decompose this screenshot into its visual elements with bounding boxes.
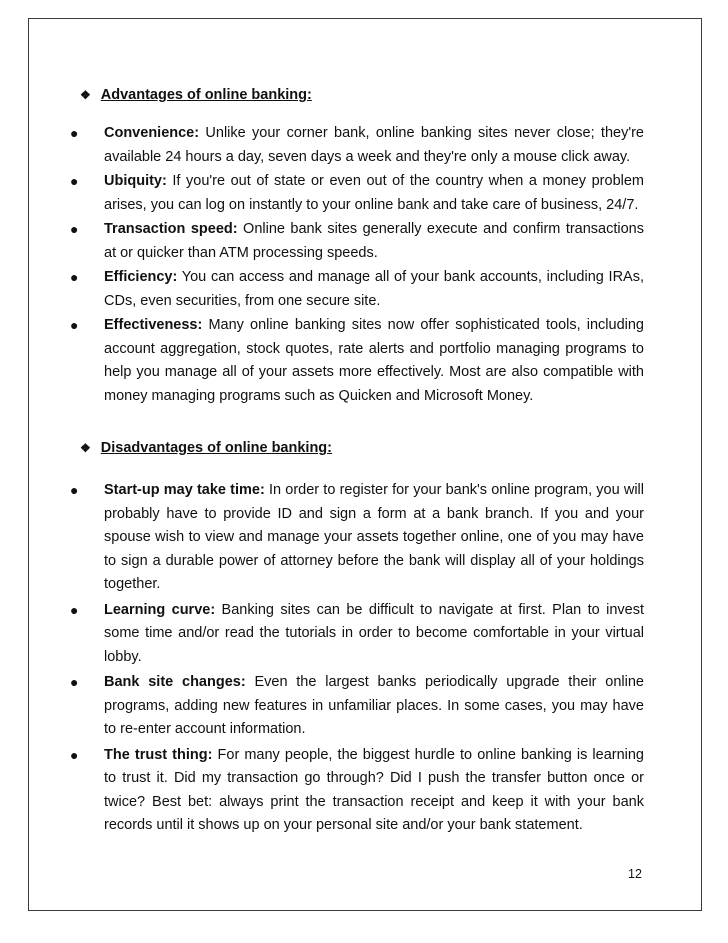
bullet-icon: ● bbox=[70, 221, 79, 237]
section-heading-advantages bbox=[80, 87, 312, 103]
list-item bbox=[70, 479, 644, 597]
item-term: Bank site changes: bbox=[104, 674, 246, 690]
section-heading-disadvantages bbox=[80, 440, 332, 456]
item-term: Transaction speed: bbox=[104, 221, 238, 237]
item-term: Ubiquity: bbox=[104, 173, 167, 189]
item-text: For many people, the biggest hurdle to online banking is learning to trust it. Did my transaction go through? Did I push the transfer button once or twice? Best bet: always print the transaction receipt and keep it with your bank records until it shows up on your personal site and/or your bank statement. bbox=[104, 746, 644, 833]
section-title: Disadvantages of online banking: bbox=[100, 440, 332, 456]
page-number: 12 bbox=[628, 867, 642, 881]
bullet-icon: ● bbox=[70, 173, 79, 189]
item-text: Unlike your corner bank, online banking sites never close; they're available 24 hours a day, seven days a week and they're only a mouse click away. bbox=[104, 125, 644, 165]
item-text: You can access and manage all of your bank accounts, including IRAs, CDs, even securities, from one secure site. bbox=[104, 269, 644, 309]
bullet-icon: ● bbox=[70, 269, 79, 285]
list-item bbox=[70, 599, 644, 670]
bullet-icon: ● bbox=[70, 125, 79, 141]
bullet-icon: ● bbox=[70, 482, 79, 498]
diamond-bullet-icon: ❖ bbox=[80, 88, 91, 102]
list-item bbox=[70, 671, 644, 742]
item-text: Even the largest banks periodically upgrade their online programs, adding new features in unfamiliar places. In some cases, you may have to re-enter account information. bbox=[104, 674, 644, 737]
diamond-bullet-icon: ❖ bbox=[80, 441, 91, 455]
list-item bbox=[70, 266, 644, 313]
item-term: Start-up may take time: bbox=[104, 482, 265, 498]
section-title: Advantages of online banking: bbox=[100, 87, 312, 103]
bullet-icon: ● bbox=[70, 746, 79, 763]
item-text: Many online banking sites now offer sophisticated tools, including account aggregation, stock quotes, rate alerts and portfolio managing programs to help you manage all of your assets more effectively. Most are also compatible with money managing programs such as Quicken and Microsoft Money. bbox=[104, 317, 644, 404]
advantages-list bbox=[70, 122, 644, 408]
disadvantages-list bbox=[70, 479, 644, 838]
bullet-icon: ● bbox=[70, 674, 79, 690]
list-item bbox=[70, 744, 644, 838]
list-item bbox=[70, 122, 644, 169]
list-item bbox=[70, 218, 644, 265]
item-term: Convenience: bbox=[104, 125, 200, 141]
list-item bbox=[70, 314, 644, 408]
item-text: Online bank sites generally execute and confirm transactions at or quicker than ATM processing speeds. bbox=[104, 221, 644, 261]
bullet-icon: ● bbox=[70, 601, 79, 618]
item-text: Banking sites can be difficult to navigate at first. Plan to invest some time and/or read the tutorials in order to become comfortable in your virtual lobby. bbox=[104, 601, 644, 665]
item-term: Effectiveness: bbox=[104, 317, 203, 333]
item-text: If you're out of state or even out of the country when a money problem arises, you can log on instantly to your online bank and take care of business, 24/7. bbox=[104, 173, 644, 213]
bullet-icon: ● bbox=[70, 317, 79, 333]
item-term: Efficiency: bbox=[104, 269, 178, 285]
item-term: The trust thing: bbox=[104, 746, 213, 763]
item-term: Learning curve: bbox=[104, 601, 216, 618]
list-item bbox=[70, 170, 644, 217]
item-text: In order to register for your bank's online program, you will probably have to provide ID and sign a form at a bank branch. If you and your spouse wish to view and manage your assets together online, one of you may have to sign a durable power of attorney before the bank will display all of your holdings together. bbox=[104, 482, 644, 592]
